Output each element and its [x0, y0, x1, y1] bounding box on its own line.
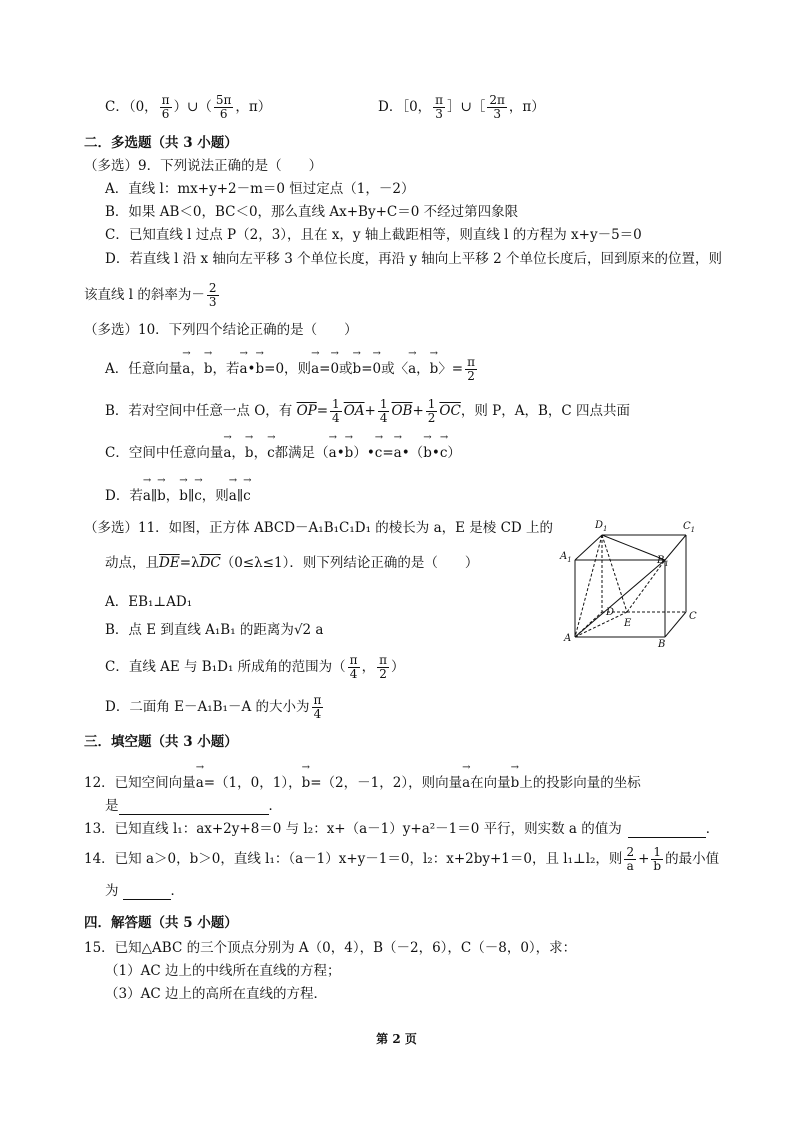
q10-option-b: B．若对空间中任意一点 O，有 $\overline{OP}=$ $\frac{1}{4}$ $\overline{OA}+$ $\frac{1}{4}$ $\overline{OB}+$ $\frac{1}{2}$ $\overline{OC}$，则 P，A，B，C 四点共面 [105, 397, 630, 425]
q9-option-d: D．若直线 l 沿 x 轴向左平移 3 个单位长度，再沿 y 轴向上平移 2 个单位长度后，回到原来的位置，则 [105, 251, 722, 267]
q8-option-c: C．（0， $\frac{\pi}{6}$ ）∪（ $\frac{5\pi}{6}$ ，π） [105, 93, 272, 121]
section-title-fill-in: 三．填空题（共 3 小题） [84, 734, 238, 750]
q11-option-b: B．点 E 到直线 A₁B₁ 的距离为√2 a [105, 622, 324, 638]
label-d1: $D_1$ [595, 520, 608, 533]
q15-part-1: （1）AC 边上的中线所在直线的方程； [105, 963, 341, 979]
q9-option-d-cont: 该直线 l 的斜率为－ $\frac{2}{3}$ [84, 281, 217, 309]
q8-option-d: D．［0， $\frac{\pi}{3}$ ］∪［ $\frac{2\pi}{3}$ ，π） [378, 93, 545, 121]
section-title-multiple-choice: 二．多选题（共 3 小题） [84, 135, 238, 151]
label-d: D [606, 607, 615, 618]
q10-option-a: A．任意向量→ a，→ b，若→ a•→ b=0，则→ a=→ 0或→ b=→ 0或〈→ a，→ b〉= $\frac{\pi}{2}$ [105, 356, 479, 383]
q11-option-a: A．EB₁⊥AD₁ [105, 594, 193, 610]
q11-option-c: C．直线 AE 与 B₁D₁ 所成角的范围为（ $\frac{\pi}{4}$ ， $\frac{\pi}{2}$ ） [105, 653, 405, 681]
label-b1: $B_1$ [657, 555, 669, 568]
q14-answer-line: 为 ． [105, 883, 184, 899]
label-a: A [564, 633, 572, 644]
q10-option-d: D．若→ a∥→ b，→ b∥→ c，则→ a∥→ c [105, 483, 251, 505]
q10-option-c: C．空间中任意向量→ a，→ b，→ c都满足（→ a•→ b）•→ c=→ a•（→ b•→ c） [105, 440, 461, 462]
q9-option-a: A．直线 l：mx+y+2－m＝0 恒过定点（1，－2） [105, 181, 415, 197]
q13-answer-blank[interactable] [628, 823, 706, 838]
q15-stem: 15．已知△ABC 的三个顶点分别为 A（0，4），B（－2，6），C（－8，0），求： [84, 940, 577, 956]
section-title-answer: 四．解答题（共 5 小题） [84, 915, 238, 931]
q12-answer-blank[interactable] [119, 800, 269, 815]
q9-option-b: B．如果 AB＜0，BC＜0，那么直线 Ax+By+C＝0 不经过第四象限 [105, 204, 519, 220]
label-e: E [624, 618, 632, 629]
label-a1: $A_1$ [560, 551, 572, 564]
q9-stem: （多选）9．下列说法正确的是（ ） [84, 158, 323, 174]
q11-stem-cont: 动点，且$\overline{DE}=\lambda\overline{DC}(0\le\lambda\le 1)$．则下列结论正确的是（ ） [105, 555, 479, 571]
label-c1: $C_1$ [683, 521, 696, 534]
q11-option-d: D．二面角 E－A₁B₁－A 的大小为 $\frac{\pi}{4}$ [105, 693, 322, 721]
q12-answer-line: 是 ． [105, 798, 282, 814]
q11-stem: （多选）11．如图，正方体 ABCD－A₁B₁C₁D₁ 的棱长为 a，E 是棱 CD 上的 [84, 520, 554, 536]
q15-part-3: （3）AC 边上的高所在直线的方程． [105, 986, 327, 1002]
q12-stem: 12．已知空间向量→ a=（1，0，1），→ b=（2，－1，2），则向量→ a在向量→ b上的投影向量的坐标 [84, 770, 641, 792]
label-c: C [689, 611, 697, 622]
page-number: 第 2 页 [376, 1032, 417, 1046]
q9-option-c: C．已知直线 l 过点 P（2，3），且在 x，y 轴上截距相等，则直线 l 的方程为 x+y－5＝0 [105, 227, 642, 243]
q14-answer-blank[interactable] [123, 885, 171, 900]
q14-stem: 14．已知 a＞0，b＞0，直线 l₁：（a－1）x+y－1＝0，l₂：x+2by+1＝0，且 l₁⊥l₂，则 $\frac{2}{a}$ + $\frac{1}{b}$ 的最小值 [84, 845, 720, 873]
label-b: B [658, 639, 666, 650]
q10-stem: （多选）10．下列四个结论正确的是（ ） [84, 322, 358, 338]
cube-figure [555, 515, 705, 650]
q13-stem: 13．已知直线 l₁：ax+2y+8＝0 与 l₂：x+（a－1）y+a²－1＝0 平行，则实数 a 的值为 ． [84, 821, 720, 837]
